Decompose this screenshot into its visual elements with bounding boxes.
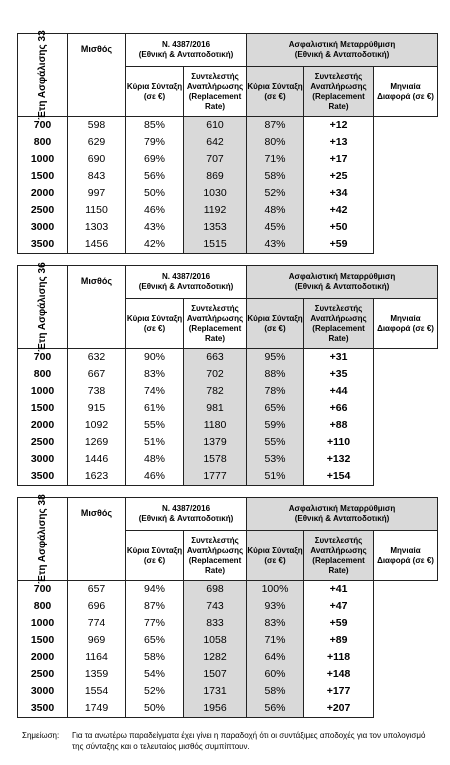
pension-law-cell: 1092 [68, 417, 126, 434]
table-row [18, 649, 438, 666]
pension-law-cell: 1303 [68, 219, 126, 236]
pension-law-cell: 1456 [68, 236, 126, 254]
reform-header: Ασφαλιστική Μεταρρύθμιση (Εθνική & Ανταποδοτική) [247, 34, 438, 67]
monthly-diff-cell: +89 [304, 632, 374, 649]
monthly-diff-cell: +35 [304, 366, 374, 383]
replacement-reform-cell: 78% [247, 383, 304, 400]
pension-law-cell: 629 [68, 134, 126, 151]
salary-cell: 3000 [18, 683, 68, 700]
pension-reform-cell: 698 [184, 581, 247, 599]
monthly-diff-cell: +154 [304, 468, 374, 486]
salary-cell: 2500 [18, 202, 68, 219]
pension-law-cell: 657 [68, 581, 126, 599]
law-header: Ν. 4387/2016 (Εθνική & Ανταποδοτική) [126, 498, 247, 531]
replacement-law-cell: 51% [126, 434, 184, 451]
diff-header: Μηνιαία Διαφορά (σε €) [374, 67, 438, 117]
insurance-years-label: Έτη Ασφάλισης 38 [18, 498, 68, 581]
pension-law-cell: 1269 [68, 434, 126, 451]
replacement-reform-cell: 100% [247, 581, 304, 599]
pension-header-reform: Κύρια Σύνταξη (σε €) [247, 67, 304, 117]
table-row [18, 700, 438, 718]
replacement-header: Συντελεστής Αναπλήρωσης (Replacement Rate) [184, 531, 247, 581]
replacement-reform-cell: 58% [247, 168, 304, 185]
replacement-law-cell: 83% [126, 366, 184, 383]
replacement-law-cell: 46% [126, 202, 184, 219]
footnote [22, 731, 432, 752]
monthly-diff-cell: +47 [304, 598, 374, 615]
pension-reform-cell: 642 [184, 134, 247, 151]
replacement-header-reform: Συντελεστής Αναπλήρωσης (Replacement Rate) [304, 67, 374, 117]
reform-header: Ασφαλιστική Μεταρρύθμιση (Εθνική & Ανταποδοτική) [247, 266, 438, 299]
monthly-diff-cell: +44 [304, 383, 374, 400]
insurance-years-label: Έτη Ασφάλισης 36 [18, 266, 68, 349]
pension-law-cell: 598 [68, 117, 126, 135]
table-row [18, 400, 438, 417]
monthly-diff-cell: +148 [304, 666, 374, 683]
table-row [18, 168, 438, 185]
salary-cell: 1000 [18, 151, 68, 168]
pension-reform-cell: 702 [184, 366, 247, 383]
pension-law-cell: 632 [68, 349, 126, 367]
pension-header-reform: Κύρια Σύνταξη (σε €) [247, 299, 304, 349]
table-row [18, 151, 438, 168]
table-row [18, 236, 438, 254]
pension-table [17, 494, 438, 718]
pension-law-cell: 1164 [68, 649, 126, 666]
pension-table [17, 30, 438, 254]
pension-reform-cell: 981 [184, 400, 247, 417]
replacement-reform-cell: 45% [247, 219, 304, 236]
pension-law-cell: 774 [68, 615, 126, 632]
table-row [18, 683, 438, 700]
monthly-diff-cell: +50 [304, 219, 374, 236]
pension-reform-cell: 1578 [184, 451, 247, 468]
pension-header: Κύρια Σύνταξη (σε €) [126, 67, 184, 117]
monthly-diff-cell: +110 [304, 434, 374, 451]
monthly-diff-cell: +31 [304, 349, 374, 367]
monthly-diff-cell: +17 [304, 151, 374, 168]
table-row [18, 185, 438, 202]
pension-reform-cell: 1282 [184, 649, 247, 666]
salary-cell: 2000 [18, 185, 68, 202]
pension-reform-cell: 833 [184, 615, 247, 632]
pension-law-cell: 690 [68, 151, 126, 168]
replacement-reform-cell: 64% [247, 649, 304, 666]
pension-reform-cell: 1731 [184, 683, 247, 700]
replacement-law-cell: 85% [126, 117, 184, 135]
pension-reform-cell: 743 [184, 598, 247, 615]
salary-header: Μισθός [68, 266, 126, 349]
table-row [18, 417, 438, 434]
replacement-reform-cell: 59% [247, 417, 304, 434]
salary-cell: 800 [18, 598, 68, 615]
replacement-header: Συντελεστής Αναπλήρωσης (Replacement Rate) [184, 67, 247, 117]
salary-cell: 2500 [18, 666, 68, 683]
pension-reform-cell: 663 [184, 349, 247, 367]
pension-law-cell: 969 [68, 632, 126, 649]
footnote-text: Για τα ανωτέρω παραδείγματα έχει γίνει η παραδοχή ότι οι συντάξιμες αποδοχές για τον υπολογισμό της σύνταξης και ο τελευταίος μισθός συμπίπτουν. [72, 731, 426, 751]
replacement-reform-cell: 65% [247, 400, 304, 417]
replacement-reform-cell: 55% [247, 434, 304, 451]
replacement-header-reform: Συντελεστής Αναπλήρωσης (Replacement Rate) [304, 299, 374, 349]
replacement-reform-cell: 58% [247, 683, 304, 700]
monthly-diff-cell: +59 [304, 236, 374, 254]
replacement-law-cell: 56% [126, 168, 184, 185]
replacement-law-cell: 52% [126, 683, 184, 700]
replacement-header-reform: Συντελεστής Αναπλήρωσης (Replacement Rate) [304, 531, 374, 581]
pension-law-cell: 1150 [68, 202, 126, 219]
pension-table-38 [17, 494, 437, 718]
monthly-diff-cell: +12 [304, 117, 374, 135]
replacement-law-cell: 48% [126, 451, 184, 468]
salary-cell: 2000 [18, 649, 68, 666]
table-row [18, 219, 438, 236]
salary-cell: 800 [18, 134, 68, 151]
pension-law-cell: 696 [68, 598, 126, 615]
pension-law-cell: 1749 [68, 700, 126, 718]
salary-cell: 1000 [18, 615, 68, 632]
pension-law-cell: 843 [68, 168, 126, 185]
replacement-law-cell: 77% [126, 615, 184, 632]
pension-table-33 [17, 30, 437, 254]
salary-cell: 3500 [18, 468, 68, 486]
replacement-law-cell: 42% [126, 236, 184, 254]
pension-law-cell: 915 [68, 400, 126, 417]
pension-reform-cell: 1180 [184, 417, 247, 434]
replacement-law-cell: 61% [126, 400, 184, 417]
replacement-reform-cell: 48% [247, 202, 304, 219]
table-row [18, 117, 438, 135]
table-row [18, 598, 438, 615]
replacement-law-cell: 58% [126, 649, 184, 666]
salary-cell: 2500 [18, 434, 68, 451]
table-row [18, 434, 438, 451]
table-row [18, 366, 438, 383]
diff-header: Μηνιαία Διαφορά (σε €) [374, 299, 438, 349]
replacement-law-cell: 46% [126, 468, 184, 486]
pension-law-cell: 1554 [68, 683, 126, 700]
pension-reform-cell: 869 [184, 168, 247, 185]
pension-header: Κύρια Σύνταξη (σε €) [126, 531, 184, 581]
replacement-law-cell: 54% [126, 666, 184, 683]
pension-law-cell: 1359 [68, 666, 126, 683]
salary-cell: 1000 [18, 383, 68, 400]
salary-cell: 700 [18, 581, 68, 599]
pension-table [17, 262, 438, 486]
replacement-reform-cell: 95% [247, 349, 304, 367]
law-header: Ν. 4387/2016 (Εθνική & Ανταποδοτική) [126, 266, 247, 299]
monthly-diff-cell: +13 [304, 134, 374, 151]
pension-law-cell: 738 [68, 383, 126, 400]
salary-cell: 3500 [18, 700, 68, 718]
replacement-reform-cell: 71% [247, 632, 304, 649]
pension-header-reform: Κύρια Σύνταξη (σε €) [247, 531, 304, 581]
pension-reform-cell: 1030 [184, 185, 247, 202]
salary-cell: 700 [18, 117, 68, 135]
monthly-diff-cell: +66 [304, 400, 374, 417]
table-row [18, 202, 438, 219]
table-row [18, 383, 438, 400]
salary-header: Μισθός [68, 498, 126, 581]
replacement-reform-cell: 60% [247, 666, 304, 683]
monthly-diff-cell: +177 [304, 683, 374, 700]
table-row [18, 632, 438, 649]
salary-cell: 3000 [18, 219, 68, 236]
pension-law-cell: 1446 [68, 451, 126, 468]
salary-cell: 700 [18, 349, 68, 367]
salary-cell: 3000 [18, 451, 68, 468]
replacement-reform-cell: 87% [247, 117, 304, 135]
replacement-law-cell: 69% [126, 151, 184, 168]
salary-cell: 3500 [18, 236, 68, 254]
replacement-law-cell: 43% [126, 219, 184, 236]
monthly-diff-cell: +132 [304, 451, 374, 468]
monthly-diff-cell: +207 [304, 700, 374, 718]
replacement-reform-cell: 80% [247, 134, 304, 151]
salary-cell: 800 [18, 366, 68, 383]
table-row [18, 615, 438, 632]
reform-header: Ασφαλιστική Μεταρρύθμιση (Εθνική & Ανταποδοτική) [247, 498, 438, 531]
pension-law-cell: 667 [68, 366, 126, 383]
replacement-law-cell: 50% [126, 185, 184, 202]
replacement-reform-cell: 52% [247, 185, 304, 202]
monthly-diff-cell: +118 [304, 649, 374, 666]
replacement-reform-cell: 71% [247, 151, 304, 168]
pension-law-cell: 997 [68, 185, 126, 202]
salary-header: Μισθός [68, 34, 126, 117]
table-row [18, 134, 438, 151]
salary-cell: 1500 [18, 168, 68, 185]
table-row [18, 349, 438, 367]
replacement-law-cell: 79% [126, 134, 184, 151]
pension-reform-cell: 707 [184, 151, 247, 168]
replacement-reform-cell: 51% [247, 468, 304, 486]
monthly-diff-cell: +88 [304, 417, 374, 434]
replacement-reform-cell: 43% [247, 236, 304, 254]
salary-cell: 2000 [18, 417, 68, 434]
pension-table-36 [17, 262, 437, 486]
replacement-law-cell: 90% [126, 349, 184, 367]
pension-reform-cell: 1777 [184, 468, 247, 486]
table-row [18, 468, 438, 486]
replacement-reform-cell: 83% [247, 615, 304, 632]
pension-law-cell: 1623 [68, 468, 126, 486]
replacement-law-cell: 94% [126, 581, 184, 599]
monthly-diff-cell: +34 [304, 185, 374, 202]
pension-header: Κύρια Σύνταξη (σε €) [126, 299, 184, 349]
replacement-law-cell: 74% [126, 383, 184, 400]
replacement-header: Συντελεστής Αναπλήρωσης (Replacement Rate) [184, 299, 247, 349]
pension-reform-cell: 1353 [184, 219, 247, 236]
replacement-law-cell: 87% [126, 598, 184, 615]
pension-reform-cell: 782 [184, 383, 247, 400]
insurance-years-label: Έτη Ασφάλισης 33 [18, 34, 68, 117]
pension-reform-cell: 1956 [184, 700, 247, 718]
pension-reform-cell: 1515 [184, 236, 247, 254]
table-row [18, 581, 438, 599]
pension-reform-cell: 1058 [184, 632, 247, 649]
law-header: Ν. 4387/2016 (Εθνική & Ανταποδοτική) [126, 34, 247, 67]
footnote-label: Σημείωση: [22, 731, 60, 740]
monthly-diff-cell: +41 [304, 581, 374, 599]
monthly-diff-cell: +59 [304, 615, 374, 632]
salary-cell: 1500 [18, 400, 68, 417]
replacement-law-cell: 65% [126, 632, 184, 649]
table-row [18, 666, 438, 683]
monthly-diff-cell: +42 [304, 202, 374, 219]
diff-header: Μηνιαία Διαφορά (σε €) [374, 531, 438, 581]
pension-reform-cell: 1379 [184, 434, 247, 451]
replacement-law-cell: 55% [126, 417, 184, 434]
table-row [18, 451, 438, 468]
pension-reform-cell: 1507 [184, 666, 247, 683]
replacement-law-cell: 50% [126, 700, 184, 718]
replacement-reform-cell: 56% [247, 700, 304, 718]
pension-reform-cell: 1192 [184, 202, 247, 219]
monthly-diff-cell: +25 [304, 168, 374, 185]
salary-cell: 1500 [18, 632, 68, 649]
pension-reform-cell: 610 [184, 117, 247, 135]
replacement-reform-cell: 53% [247, 451, 304, 468]
replacement-reform-cell: 88% [247, 366, 304, 383]
replacement-reform-cell: 93% [247, 598, 304, 615]
